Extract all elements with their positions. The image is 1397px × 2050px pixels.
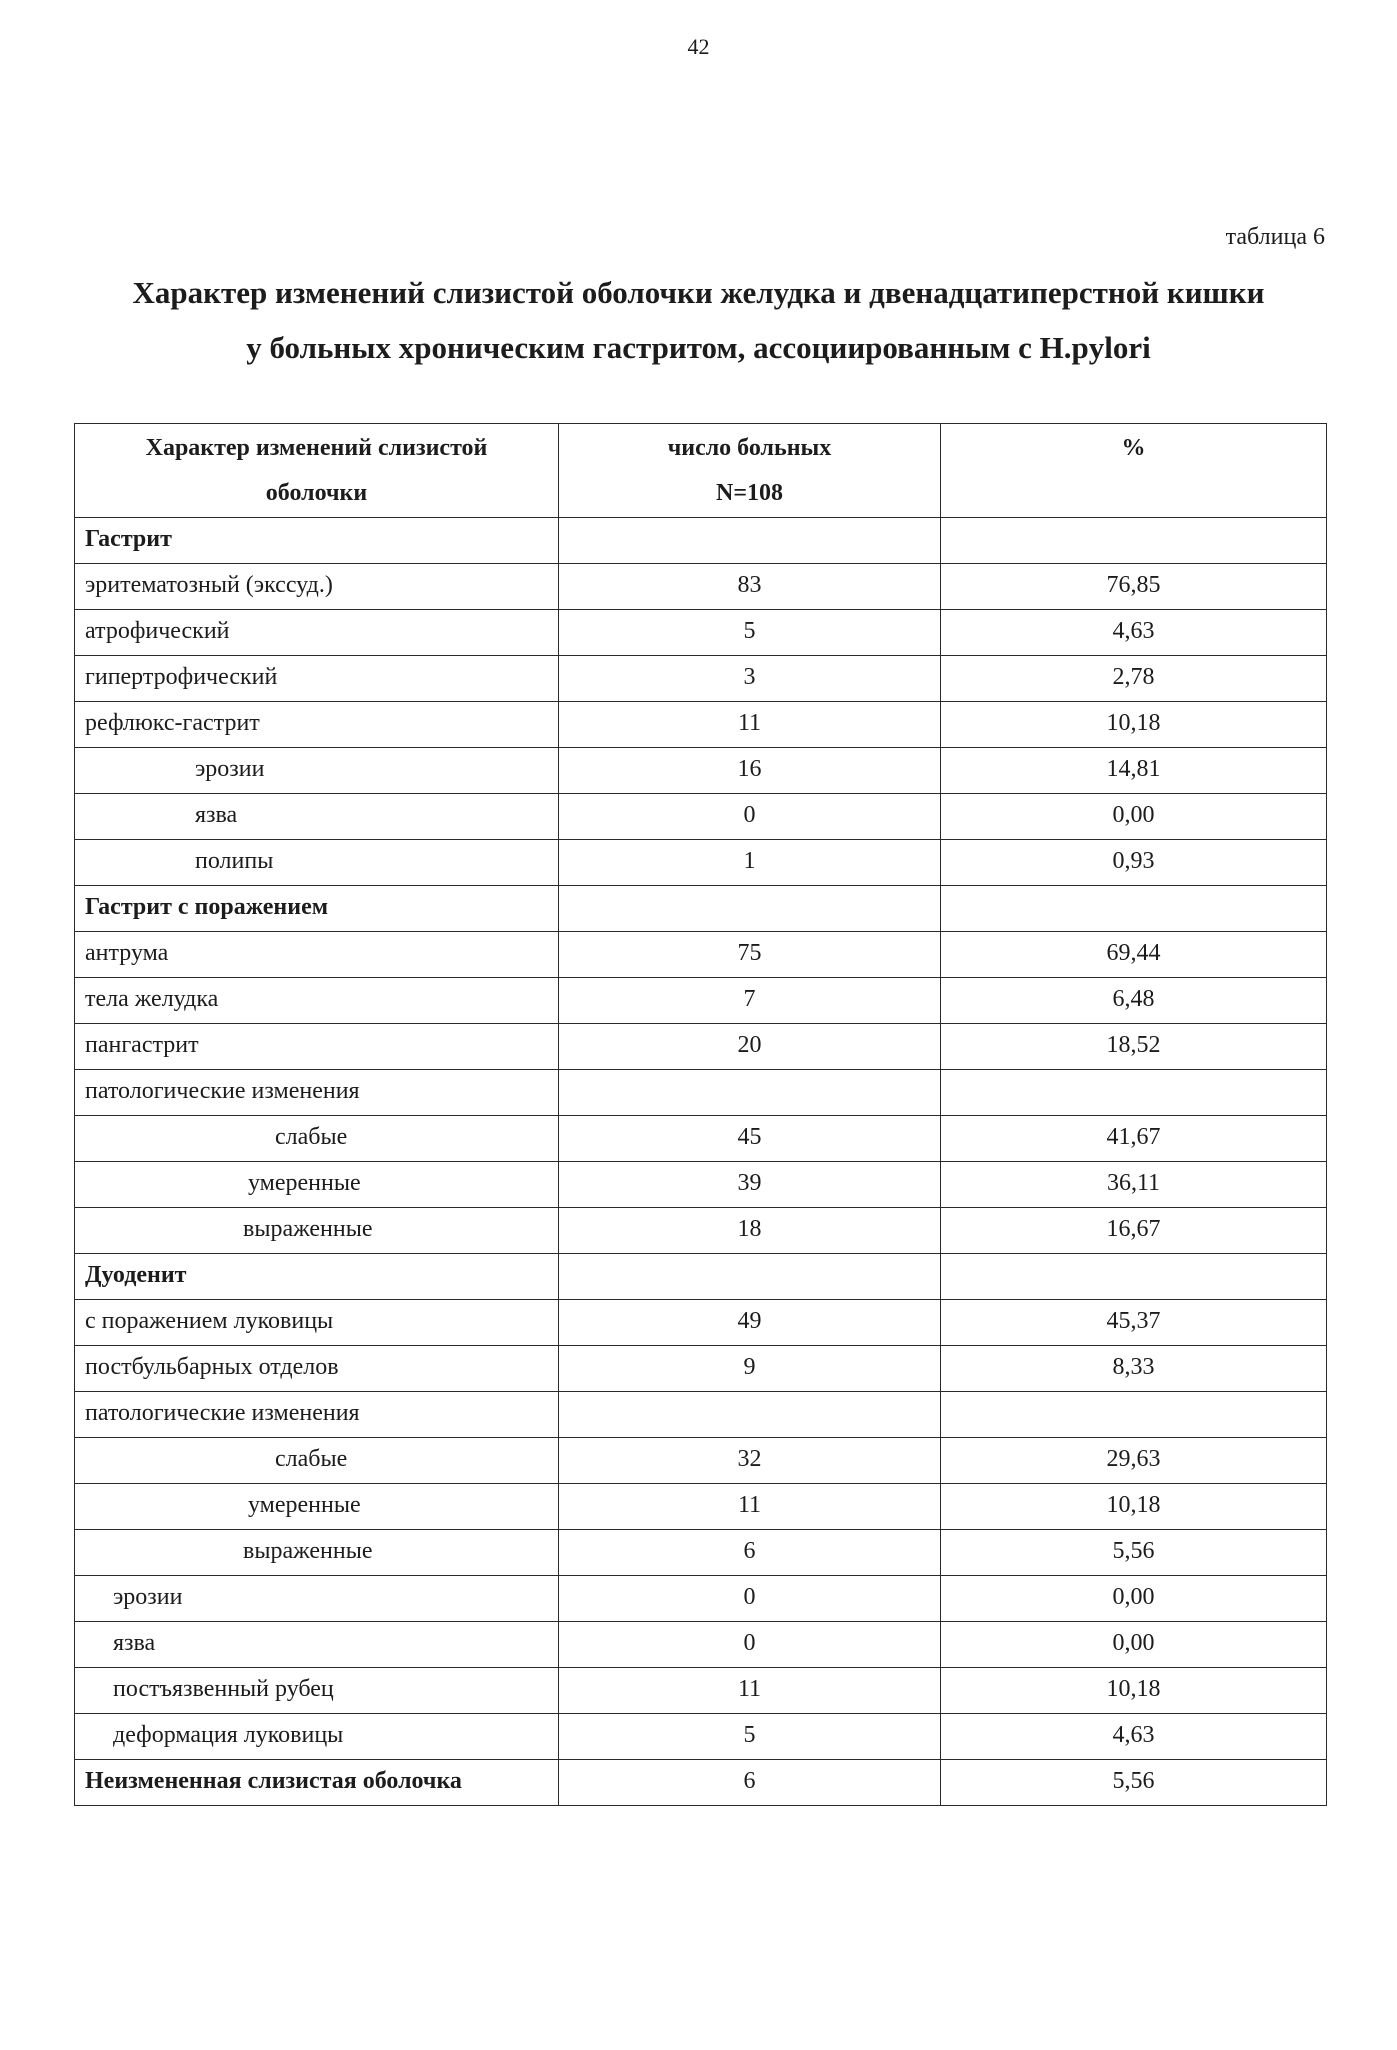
- row-count: 20: [559, 1024, 941, 1070]
- table-row: [75, 1392, 1327, 1438]
- row-label: Гастрит: [75, 518, 559, 564]
- table-row: [75, 1530, 1327, 1576]
- table-row: [75, 886, 1327, 932]
- row-percent: 76,85: [941, 564, 1327, 610]
- row-label: Неизмененная слизистая оболочка: [75, 1760, 559, 1806]
- row-count: 11: [559, 702, 941, 748]
- row-count: [559, 1254, 941, 1300]
- row-label: слабые: [75, 1116, 559, 1162]
- row-label: слабые: [75, 1438, 559, 1484]
- row-count: 11: [559, 1668, 941, 1714]
- header-percent: [941, 424, 1327, 518]
- table-row: [75, 1070, 1327, 1116]
- row-label: умеренные: [75, 1162, 559, 1208]
- row-count: 9: [559, 1346, 941, 1392]
- header-characteristic-line-1: Характер изменений слизистой: [145, 435, 488, 461]
- row-label: гипертрофический: [75, 656, 559, 702]
- row-percent: 8,33: [941, 1346, 1327, 1392]
- table-row: [75, 1346, 1327, 1392]
- header-patients-line-2: N=108: [715, 480, 783, 506]
- row-label: язва: [75, 794, 559, 840]
- row-percent: 14,81: [941, 748, 1327, 794]
- row-label: патологические изменения: [75, 1392, 559, 1438]
- row-count: 3: [559, 656, 941, 702]
- title-line-2: у больных хроническим гастритом, ассоциированным с H.pylori: [246, 330, 1151, 365]
- row-count: [559, 518, 941, 564]
- row-count: 75: [559, 932, 941, 978]
- header-patients: [559, 424, 941, 518]
- row-count: 11: [559, 1484, 941, 1530]
- row-count: 0: [559, 1576, 941, 1622]
- row-percent: 0,93: [941, 840, 1327, 886]
- row-percent: 5,56: [941, 1530, 1327, 1576]
- row-percent: [941, 1254, 1327, 1300]
- title-line-1: Характер изменений слизистой оболочки желудка и двенадцатиперстной кишки: [132, 275, 1265, 310]
- table-row: [75, 1300, 1327, 1346]
- row-percent: 10,18: [941, 1484, 1327, 1530]
- row-count: 0: [559, 1622, 941, 1668]
- row-percent: [941, 1070, 1327, 1116]
- row-label: патологические изменения: [75, 1070, 559, 1116]
- header-row: [75, 424, 1327, 518]
- row-label: антрума: [75, 932, 559, 978]
- row-percent: 0,00: [941, 794, 1327, 840]
- row-count: 6: [559, 1760, 941, 1806]
- row-label: постбульбарных отделов: [75, 1346, 559, 1392]
- table-row: [75, 1208, 1327, 1254]
- table-row: [75, 1760, 1327, 1806]
- row-count: 39: [559, 1162, 941, 1208]
- table-row: [75, 1668, 1327, 1714]
- row-count: 5: [559, 1714, 941, 1760]
- table-row: [75, 1162, 1327, 1208]
- row-percent: 29,63: [941, 1438, 1327, 1484]
- row-percent: 4,63: [941, 1714, 1327, 1760]
- row-percent: 10,18: [941, 1668, 1327, 1714]
- row-label: деформация луковицы: [75, 1714, 559, 1760]
- row-count: 5: [559, 610, 941, 656]
- table-row: [75, 1622, 1327, 1668]
- row-percent: [941, 886, 1327, 932]
- row-label: постъязвенный рубец: [75, 1668, 559, 1714]
- row-count: 49: [559, 1300, 941, 1346]
- header-percent-label: %: [1121, 435, 1146, 461]
- row-count: 0: [559, 794, 941, 840]
- row-percent: [941, 518, 1327, 564]
- table-row: [75, 1116, 1327, 1162]
- table-row: [75, 978, 1327, 1024]
- table-row: [75, 564, 1327, 610]
- row-percent: 45,37: [941, 1300, 1327, 1346]
- row-percent: 36,11: [941, 1162, 1327, 1208]
- row-percent: 69,44: [941, 932, 1327, 978]
- row-label: эрозии: [75, 748, 559, 794]
- row-label: Дуоденит: [75, 1254, 559, 1300]
- row-count: 7: [559, 978, 941, 1024]
- row-count: [559, 1070, 941, 1116]
- lesion-table: [74, 423, 1327, 1806]
- row-label: рефлюкс-гастрит: [75, 702, 559, 748]
- table-row: [75, 748, 1327, 794]
- header-characteristic: [75, 424, 559, 518]
- row-label: атрофический: [75, 610, 559, 656]
- row-count: 1: [559, 840, 941, 886]
- row-label: язва: [75, 1622, 559, 1668]
- table-row: [75, 1714, 1327, 1760]
- row-percent: 2,78: [941, 656, 1327, 702]
- page-number: 42: [687, 34, 710, 59]
- row-count: 18: [559, 1208, 941, 1254]
- row-count: 6: [559, 1530, 941, 1576]
- row-label: Гастрит с поражением: [75, 886, 559, 932]
- row-percent: 0,00: [941, 1622, 1327, 1668]
- row-percent: 16,67: [941, 1208, 1327, 1254]
- row-count: 45: [559, 1116, 941, 1162]
- row-percent: 5,56: [941, 1760, 1327, 1806]
- row-count: [559, 1392, 941, 1438]
- header-patients-line-1: число больных: [667, 435, 832, 461]
- row-label: полипы: [75, 840, 559, 886]
- row-label: выраженные: [75, 1208, 559, 1254]
- table-row: [75, 840, 1327, 886]
- row-percent: 4,63: [941, 610, 1327, 656]
- row-percent: 41,67: [941, 1116, 1327, 1162]
- row-label: пангастрит: [75, 1024, 559, 1070]
- table-label: таблица 6: [1225, 224, 1325, 250]
- row-percent: [941, 1392, 1327, 1438]
- header-characteristic-line-2: оболочки: [265, 480, 368, 506]
- table-row: [75, 656, 1327, 702]
- table-row: [75, 1576, 1327, 1622]
- table-row: [75, 794, 1327, 840]
- table-row: [75, 610, 1327, 656]
- table-row: [75, 1484, 1327, 1530]
- table-container: [74, 423, 1326, 1806]
- row-count: [559, 886, 941, 932]
- row-count: 32: [559, 1438, 941, 1484]
- row-percent: 6,48: [941, 978, 1327, 1024]
- row-count: 16: [559, 748, 941, 794]
- row-percent: 18,52: [941, 1024, 1327, 1070]
- table-row: [75, 1254, 1327, 1300]
- row-label: эритематозный (экссуд.): [75, 564, 559, 610]
- row-label: выраженные: [75, 1530, 559, 1576]
- row-count: 83: [559, 564, 941, 610]
- row-label: с поражением луковицы: [75, 1300, 559, 1346]
- table-row: [75, 518, 1327, 564]
- row-percent: 10,18: [941, 702, 1327, 748]
- table-title: [60, 265, 1337, 375]
- row-label: умеренные: [75, 1484, 559, 1530]
- row-percent: 0,00: [941, 1576, 1327, 1622]
- table-row: [75, 702, 1327, 748]
- row-label: эрозии: [75, 1576, 559, 1622]
- table-row: [75, 932, 1327, 978]
- table-row: [75, 1438, 1327, 1484]
- row-label: тела желудка: [75, 978, 559, 1024]
- table-row: [75, 1024, 1327, 1070]
